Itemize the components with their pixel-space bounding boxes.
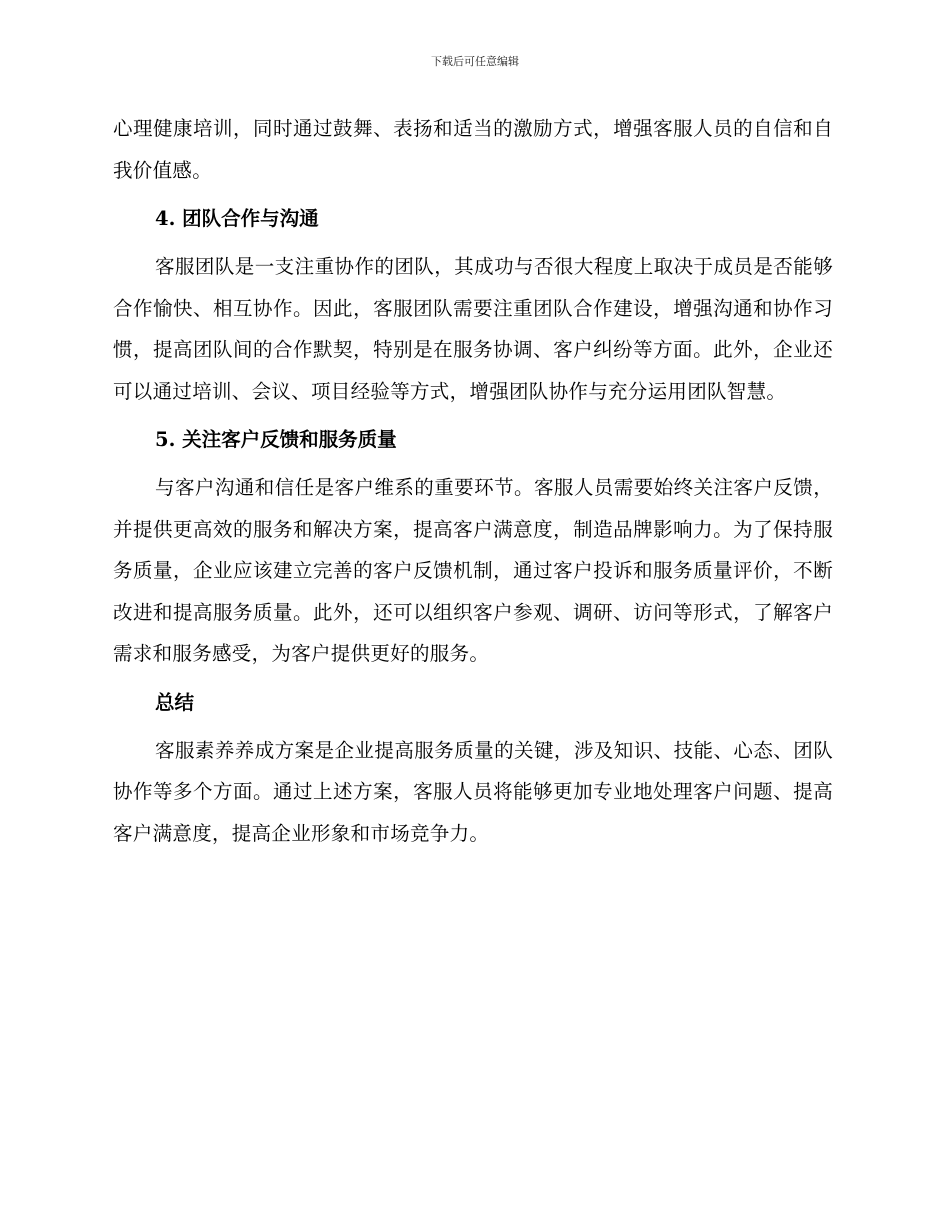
- document-body: [113, 108, 833, 854]
- page-header: 下载后可任意编辑: [431, 55, 519, 68]
- paragraph-summary: 客服素养养成方案是企业提高服务质量的关键，涉及知识、技能、心态、团队协作等多个方面。通过上述方案，客服人员将能够更加专业地处理客户问题、提高客户满意度，提高企业形象和市场竞争力。: [113, 738, 833, 845]
- section-heading-teamwork: 4. 团队合作与沟通: [155, 207, 319, 230]
- paragraph-continued: 心理健康培训，同时通过鼓舞、表扬和适当的激励方式，增强客服人员的自信和自我价值感。: [113, 117, 833, 182]
- paragraph-feedback: 与客户沟通和信任是客户维系的重要环节。客服人员需要始终关注客户反馈，并提供更高效的服务和解决方案，提高客户满意度，制造品牌影响力。为了保持服务质量，企业应该建立完善的客户反馈机制，通过客户投诉和服务质量评价，不断改进和提高服务质量。此外，还可以组织客户参观、调研、访问等形式，了解客户需求和服务感受，为客户提供更好的服务。: [113, 476, 833, 665]
- section-heading-feedback: 5. 关注客户反馈和服务质量: [155, 428, 397, 451]
- section-heading-summary: 总结: [155, 690, 195, 714]
- paragraph-teamwork: 客服团队是一支注重协作的团队，其成功与否很大程度上取决于成员是否能够合作愉快、相互协作。因此，客服团队需要注重团队合作建设，增强沟通和协作习惯，提高团队间的合作默契，特别是在服务协调、客户纠纷等方面。此外，企业还可以通过培训、会议、项目经验等方式，增强团队协作与充分运用团队智慧。: [113, 255, 833, 403]
